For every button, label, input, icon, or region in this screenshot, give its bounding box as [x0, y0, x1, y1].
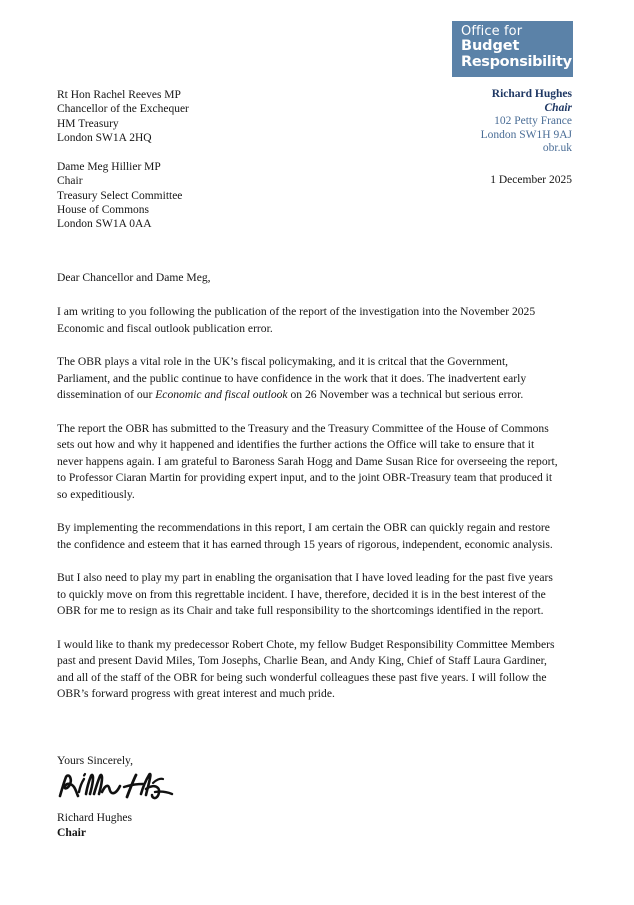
letter-body [57, 270, 562, 720]
recipient-line: London SW1A 0AA [57, 218, 152, 231]
recipient-line: London SW1A 2HQ [57, 131, 152, 144]
handwritten-signature-icon [57, 770, 175, 804]
recipient-line: HM Treasury [57, 117, 119, 130]
sender-address-line-2: London SW1H 9AJ [480, 128, 572, 141]
recipient-address-secondary [57, 160, 182, 231]
signoff-greeting: Yours Sincerely, [57, 754, 134, 767]
obr-logo-line-budget: Budget [461, 38, 520, 54]
publication-title-italic: Economic and fiscal outlook [155, 388, 288, 401]
letter-paragraph-3: The report the OBR has submitted to the Treasury and the Treasury Committee of the House of Commons sets out how and why it happened and identifies the further actions the Office will take to ensure that it never happens again. I am grateful to Baroness Sarah Hogg and Dame Susan Rice for overseeing the report, to Professor Ciaran Martin for providing expert input, and to the joint OBR-Treasury team that produced it so expeditiously. [57, 421, 558, 501]
obr-logo [452, 21, 573, 77]
signoff-role: Chair [57, 826, 86, 839]
sender-address-line-1: 102 Petty France [494, 115, 572, 128]
recipient-line: House of Commons [57, 203, 149, 216]
obr-logo-line-office-for: Office for [461, 24, 523, 39]
letter-salutation: Dear Chancellor and Dame Meg, [57, 271, 211, 284]
recipient-line: Dame Meg Hillier MP [57, 161, 161, 173]
signoff-name: Richard Hughes [57, 811, 133, 824]
recipient-address-primary [57, 88, 189, 145]
letter-paragraph-4: By implementing the recommendations in this report, I am certain the OBR can quickly regain and restore the confidence and esteem that it has earned through 15 years of rigorous, independent, economic analysis. [57, 521, 553, 551]
letter-paragraph-2 [57, 354, 562, 404]
recipient-line: Chair [57, 175, 83, 188]
recipient-line: Treasury Select Committee [57, 189, 183, 202]
sender-contact-block [481, 88, 572, 156]
recipient-line: Rt Hon Rachel Reeves MP [57, 89, 181, 101]
letter-date: 1 December 2025 [490, 174, 572, 186]
letter-paragraph-5: But I also need to play my part in enabling the organisation that I have loved leading for the past five years to quickly move on from this regrettable incident. I have, therefore, decided it is in the best interest of the OBR for me to resign as its Chair and take full responsibility to the shortcomings identified in the report. [57, 571, 553, 617]
sender-role: Chair [544, 101, 572, 114]
paragraph-2-text-before-title: The OBR plays a vital role in the UK’s fiscal policymaking, and it is critcal that the Government, Parliament, and the public continue to have confidence in the work that it does. The inadvertent early dissemination of our [57, 355, 527, 401]
paragraph-2-text-after-title: on 26 November was a technical but serious error. [287, 388, 524, 401]
recipient-line: Chancellor of the Exchequer [57, 103, 189, 116]
letter-paragraph-6: I would like to thank my predecessor Robert Chote, my fellow Budget Responsibility Committee Members past and present David Miles, Tom Josephs, Charlie Bean, and Andy King, Chief of Staff Laura Gardiner, and all of the staff of the OBR for being such wonderful colleagues these past five years. I will follow the OBR’s forward progress with great interest and much pride. [57, 637, 555, 700]
sender-website: obr.uk [542, 142, 572, 155]
letter-paragraph-1: I am writing to you following the publication of the report of the investigation into the November 2025 Economic and fiscal outlook publication error. [57, 305, 536, 335]
sender-name: Richard Hughes [491, 88, 572, 100]
letter-signoff [57, 753, 175, 840]
obr-logo-line-responsibility: Responsibility [461, 53, 572, 70]
